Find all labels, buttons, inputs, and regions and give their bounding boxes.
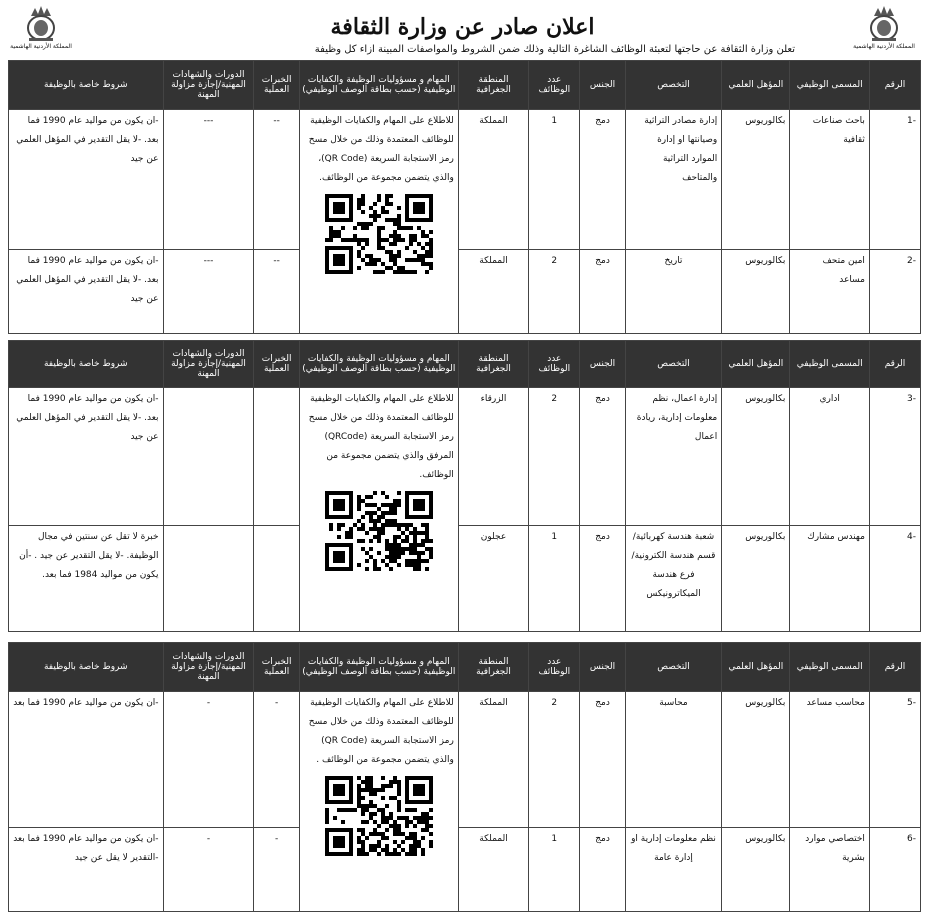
tasks-text: للاطلاع على المهام والكفايات الوظيفية للوظائف المعتمدة وذلك من خلال مسح رمز الاستجابة السريعة (QR Code) والذي يتضمن مجموعة من الوظائف . [308,698,454,765]
row-title: امين متحف مساعد [790,250,870,334]
col-header-count: عدد الوظائف [529,643,580,692]
row-title: اداري [790,388,870,526]
col-header-major: التخصص [625,61,722,110]
page-subtitle: تعلن وزارة الثقافة عن حاجتها لتعبئة الوظائف الشاغرة التالية وذلك ضمن الشروط والمواصفات المبينة ازاء كل وظيفة [314,44,795,55]
col-header-title: المسمى الوظيفي [790,61,870,110]
row-title: محاسب مساعد [790,692,870,828]
col-header-tasks: المهام و مسؤوليات الوظيفة والكفايات الوظيفية (حسب بطاقة الوصف الوظيفي) [299,341,458,388]
row-region: المملكة [458,110,528,250]
row-gender: دمج [580,526,625,632]
row-title: مهندس مشارك [790,526,870,632]
row-major: تاريخ [625,250,722,334]
row-region: الزرقاء [458,388,528,526]
row-num: -4 [869,526,920,632]
row-num: -2 [869,250,920,334]
row-degree: بكالوريوس [722,692,790,828]
row-num: -1 [869,110,920,250]
row-gender: دمج [580,828,625,912]
row-courses: --- [163,110,254,250]
col-header-title: المسمى الوظيفي [790,341,870,388]
table-row [9,828,921,912]
col-header-courses: الدورات والشهادات المهنية/إجازة مزاولة المهنة [163,61,254,110]
col-header-major: التخصص [625,643,722,692]
row-title: باحث صناعات ثقافية [790,110,870,250]
row-region: المملكة [458,828,528,912]
col-header-experience: الخبرات العملية [254,61,299,110]
table-header-row [9,341,921,388]
row-major: شعبة هندسة كهربائية/ قسم هندسة الكترونية/فرع هندسة الميكاترونيكس [625,526,722,632]
col-header-count: عدد الوظائف [529,341,580,388]
row-tasks [299,692,458,912]
row-conditions: -ان يكون من مواليد عام 1990 فما بعد [9,692,164,828]
row-region: عجلون [458,526,528,632]
qr-code-icon[interactable] [325,194,433,274]
col-header-gender: الجنس [580,341,625,388]
table-row [9,692,921,828]
col-header-tasks: المهام و مسؤوليات الوظيفة والكفايات الوظيفية (حسب بطاقة الوصف الوظيفي) [299,61,458,110]
table-header-row [9,643,921,692]
tasks-text: للاطلاع على المهام والكفايات الوظيفية للوظائف المعتمدة وذلك من خلال مسح رمز الاستجابة السريعة (QRCode) المرفق والذي يتضمن مجموعة من الوظائف. [308,394,454,480]
row-courses: --- [163,250,254,334]
row-courses: - [163,828,254,912]
jobs-table-section-3 [8,642,921,912]
row-count: 1 [529,526,580,632]
col-header-num: الرقم [869,643,920,692]
col-header-courses: الدورات والشهادات المهنية/إجازة مزاولة المهنة [163,341,254,388]
jobs-table-section-2 [8,340,921,632]
row-experience: -- [254,250,299,334]
tasks-text: للاطلاع على المهام والكفايات الوظيفية للوظائف المعتمدة وذلك من خلال مسح رمز الاستجابة السريعة (QR Code)، والذي يتضمن مجموعة من الوظائف. [308,116,454,183]
row-experience: - [254,828,299,912]
row-courses [163,526,254,632]
row-num: -5 [869,692,920,828]
row-major: محاسبة [625,692,722,828]
row-gender: دمج [580,110,625,250]
row-region: المملكة [458,692,528,828]
row-conditions: خبرة لا تقل عن سنتين في مجال الوظيفة. -لا يقل التقدير عن جيد . -أن يكون من مواليد 1984 فما بعد. [9,526,164,632]
row-gender: دمج [580,388,625,526]
table-row [9,388,921,526]
row-degree: بكالوريوس [722,388,790,526]
col-header-region: المنطقة الجغرافية [458,61,528,110]
qr-code-icon[interactable] [325,776,433,856]
table-row [9,110,921,250]
col-header-experience: الخبرات العملية [254,643,299,692]
col-header-conditions: شروط خاصة بالوظيفة [9,643,164,692]
emblem-caption: المملكة الأردنية الهاشمية [10,43,72,50]
row-gender: دمج [580,692,625,828]
page-title: اعلان صادر عن وزارة الثقافة [330,14,595,40]
row-count: 2 [529,388,580,526]
col-header-major: التخصص [625,341,722,388]
row-degree: بكالوريوس [722,828,790,912]
row-courses [163,388,254,526]
row-num: -3 [869,388,920,526]
col-header-num: الرقم [869,61,920,110]
row-count: 1 [529,828,580,912]
row-gender: دمج [580,250,625,334]
col-header-conditions: شروط خاصة بالوظيفة [9,61,164,110]
emblem-caption: المملكة الأردنية الهاشمية [853,43,915,50]
row-count: 1 [529,110,580,250]
row-experience [254,526,299,632]
row-courses: - [163,692,254,828]
col-header-title: المسمى الوظيفي [790,643,870,692]
col-header-region: المنطقة الجغرافية [458,643,528,692]
row-degree: بكالوريوس [722,526,790,632]
row-conditions: -ان يكون من مواليد عام 1990 فما بعد -التقدير لا يقل عن جيد [9,828,164,912]
table-row [9,250,921,334]
col-header-degree: المؤهل العلمي [722,61,790,110]
row-degree: بكالوريوس [722,250,790,334]
col-header-experience: الخبرات العملية [254,341,299,388]
row-major: نظم معلومات إدارية او إدارة عامة [625,828,722,912]
row-count: 2 [529,250,580,334]
row-region: المملكة [458,250,528,334]
row-conditions: -ان يكون من مواليد عام 1990 فما بعد. -لا يقل التقدير في المؤهل العلمي عن جيد [9,110,164,250]
col-header-count: عدد الوظائف [529,61,580,110]
row-conditions: -ان يكون من مواليد عام 1990 فما بعد. -لا يقل التقدير في المؤهل العلمي عن جيد [9,250,164,334]
col-header-degree: المؤهل العلمي [722,341,790,388]
table-header-row [9,61,921,110]
row-conditions: -ان يكون من مواليد عام 1990 فما بعد. -لا يقل التقدير في المؤهل العلمي عن جيد [9,388,164,526]
row-degree: بكالوريوس [722,110,790,250]
table-row [9,526,921,632]
col-header-gender: الجنس [580,61,625,110]
col-header-num: الرقم [869,341,920,388]
row-experience [254,388,299,526]
col-header-region: المنطقة الجغرافية [458,341,528,388]
row-major: إدارة اعمال، نظم معلومات إدارية، ريادة اعمال [625,388,722,526]
col-header-gender: الجنس [580,643,625,692]
row-title: اختصاصي موارد بشرية [790,828,870,912]
row-count: 2 [529,692,580,828]
row-experience: - [254,692,299,828]
col-header-degree: المؤهل العلمي [722,643,790,692]
row-major: إدارة مصادر التراثية وصيانتها او إدارة الموارد التراثية والمتاحف [625,110,722,250]
row-experience: -- [254,110,299,250]
row-num: -6 [869,828,920,912]
jobs-table-section-1 [8,60,921,334]
row-tasks [299,110,458,334]
col-header-courses: الدورات والشهادات المهنية/إجازة مزاولة المهنة [163,643,254,692]
row-tasks [299,388,458,632]
qr-code-icon[interactable] [325,491,433,571]
col-header-tasks: المهام و مسؤوليات الوظيفة والكفايات الوظيفية (حسب بطاقة الوصف الوظيفي) [299,643,458,692]
col-header-conditions: شروط خاصة بالوظيفة [9,341,164,388]
